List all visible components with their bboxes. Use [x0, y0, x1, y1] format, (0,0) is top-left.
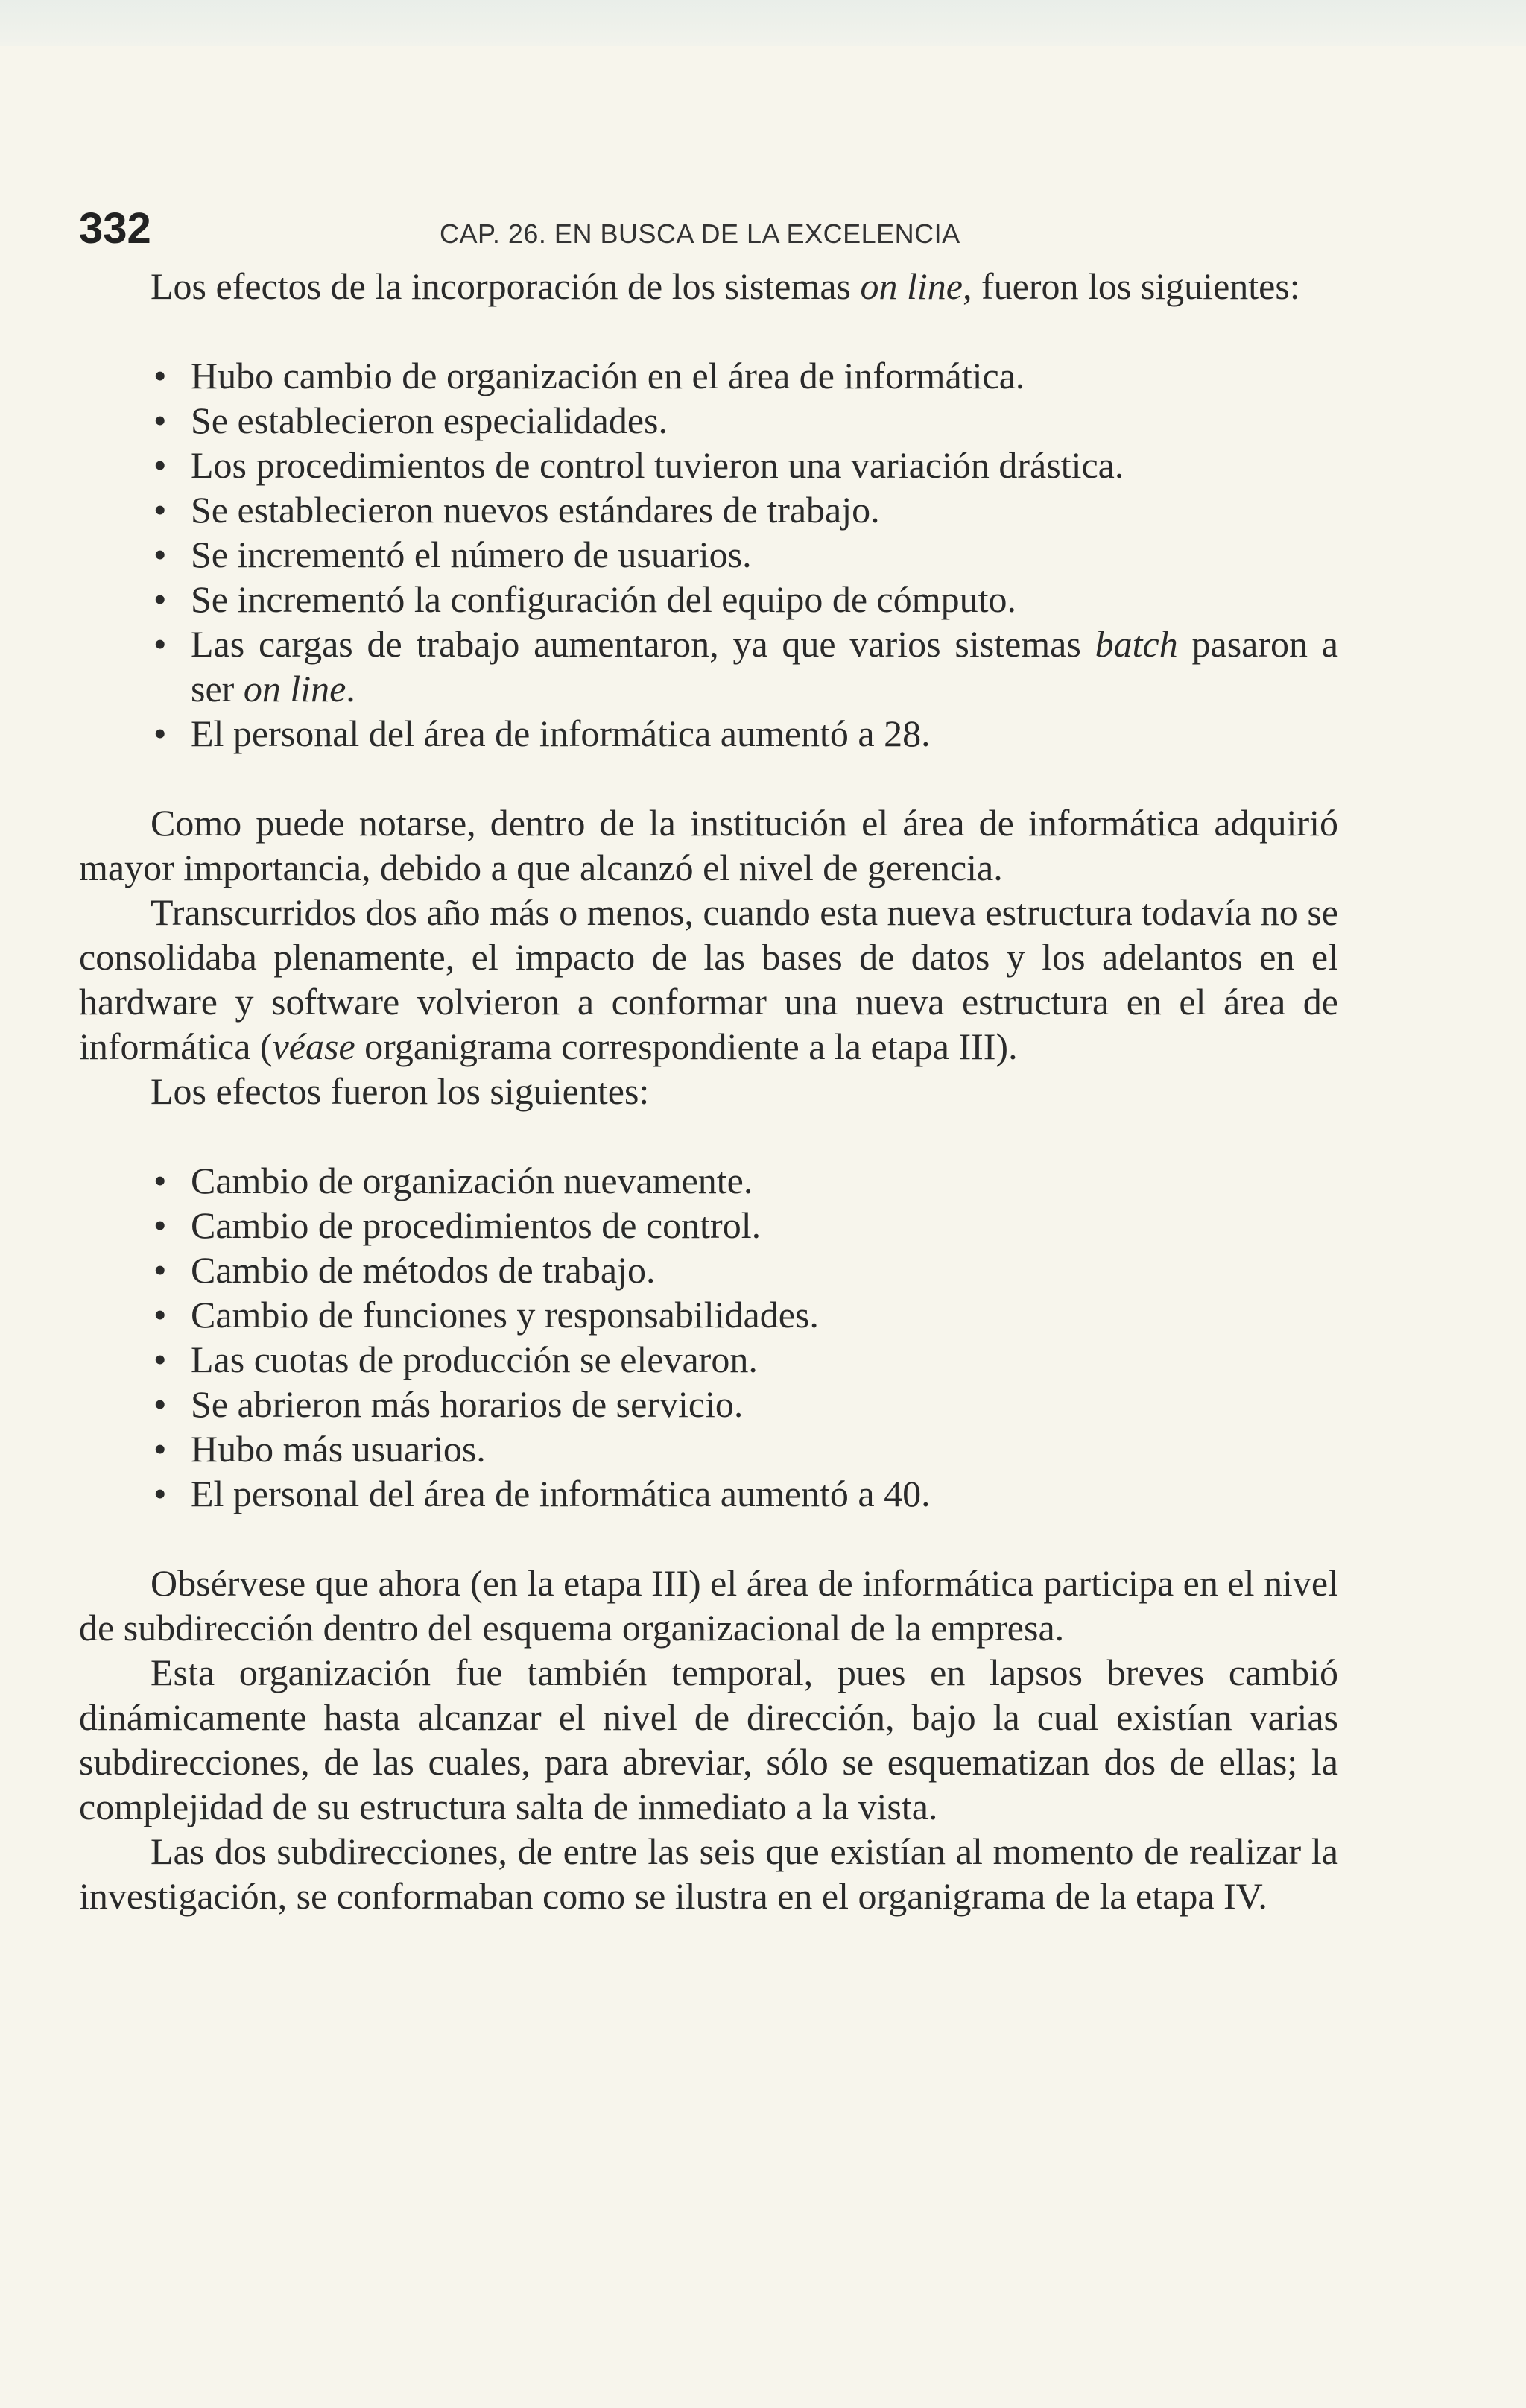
paragraph: Las dos subdirecciones, de entre las seis que existían al momento de realizar la investigación, se conformaban como se ilustra en el organigrama de la etapa IV. [79, 1830, 1338, 1917]
list-item: • Cambio de organización nuevamente. [151, 1158, 1338, 1203]
list-item: • Se incrementó el número de usuarios. [151, 532, 1338, 577]
spacer [79, 1113, 1338, 1158]
paragraph: Como puede notarse, dentro de la institución el área de informática adquirió mayor importancia, debido a que alcanzó el nivel de gerencia. [79, 802, 1338, 888]
list-item: • Hubo más usuarios. [151, 1426, 1338, 1471]
list-item: • Las cuotas de producción se elevaron. [151, 1337, 1338, 1382]
list-item: • Los procedimientos de control tuvieron una variación drástica. [151, 443, 1338, 487]
scan-top-band [0, 0, 1526, 46]
intro-paragraph: Los efectos de la incorporación de los sistemas on line, fueron los siguientes: [151, 265, 1300, 307]
book-page [79, 200, 1338, 1918]
paragraph: Obsérvese que ahora (en la etapa III) el área de informática participa en el nivel de subdirección dentro del esquema organizacional de la empresa. [79, 1562, 1338, 1649]
list-item: • Se abrieron más horarios de servicio. [151, 1382, 1338, 1426]
paragraph: Esta organización fue también temporal, pues en lapsos breves cambió dinámicamente hasta alcanzar el nivel de dirección, bajo la cual existían varias subdirecciones, de las cuales, para abreviar, sólo se esquematizan dos de ellas; la complejidad de su estructura salta de inmediato a la vista. [79, 1652, 1338, 1827]
chapter-title: CAP. 26. EN BUSCA DE LA EXCELENCIA [440, 218, 960, 249]
list-item: • Se establecieron especialidades. [151, 398, 1338, 443]
list-item: • Se incrementó la configuración del equipo de cómputo. [151, 577, 1338, 622]
list-item: • Cambio de procedimientos de control. [151, 1203, 1338, 1248]
list-item: • Hubo cambio de organización en el área de informática. [151, 353, 1338, 398]
list-item: • Cambio de funciones y responsabilidades. [151, 1292, 1338, 1337]
effects-list-2 [79, 1158, 1338, 1516]
list-item: • Cambio de métodos de trabajo. [151, 1248, 1338, 1292]
body-text [79, 264, 1338, 1918]
page-number: 332 [79, 204, 151, 253]
spacer [79, 309, 1338, 353]
list-item: • Las cargas de trabajo aumentaron, ya que varios sistemas batch pasaron a ser on line. [151, 622, 1338, 711]
running-head [79, 200, 1338, 258]
list-item: • Se establecieron nuevos estándares de trabajo. [151, 487, 1338, 532]
spacer [79, 1516, 1338, 1561]
paragraph: Los efectos fueron los siguientes: [151, 1070, 650, 1112]
list-item: • El personal del área de informática aumentó a 40. [151, 1471, 1338, 1516]
spacer [79, 756, 1338, 800]
list-item: • El personal del área de informática aumentó a 28. [151, 711, 1338, 756]
effects-list-1 [79, 353, 1338, 756]
paragraph: Transcurridos dos año más o menos, cuando esta nueva estructura todavía no se consolidaba plenamente, el impacto de las bases de datos y los adelantos en el hardware y software volvieron a conformar una nueva estructura en el área de informática (véase organigrama correspondiente a la etapa III). [79, 891, 1338, 1067]
